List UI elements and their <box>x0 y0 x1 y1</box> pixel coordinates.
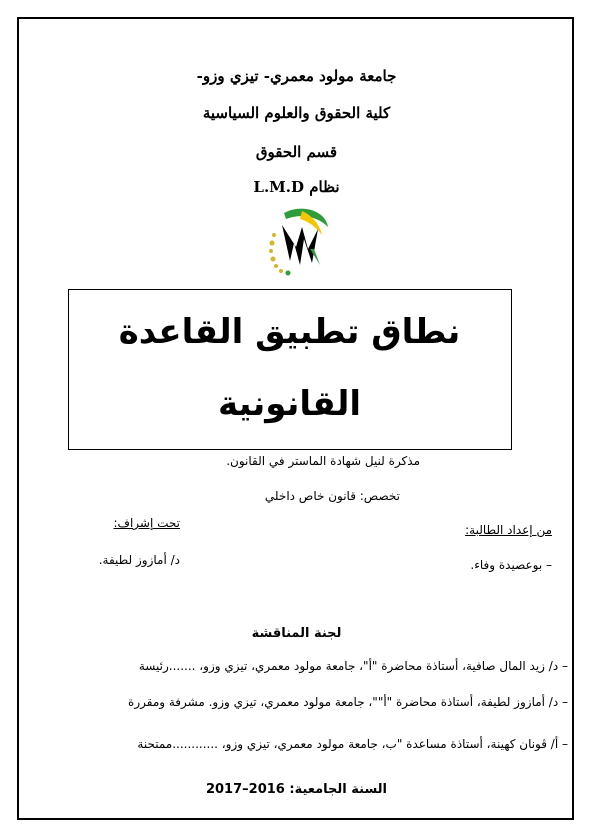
academic-year: السنة الجامعية: 2016–2017 <box>205 782 388 797</box>
committee-member: – د/ أمازوز لطيفة، أستاذة محاضرة "أ""، جامعة مولود معمري، تيزي وزو. مشرفة ومقررة <box>128 695 568 709</box>
supervisor-name: د/ أمازوز لطيفة. <box>98 553 180 567</box>
student-name: – بوعصيدة وفاء. <box>470 558 552 572</box>
student-label: من إعداد الطالبة: <box>465 523 552 537</box>
thesis-subtitle: مذكرة لنيل شهادة الماستر في القانون. <box>226 454 420 468</box>
specialization: تخصص: قانون خاص داخلي <box>264 489 400 503</box>
committee-member: – د/ زيد المال صافية، أستاذة محاضرة "أ"، جامعة مولود معمري، تيزي وزو، .......رئيسة <box>138 659 568 673</box>
committee-heading: لجنة المناقشة <box>251 626 342 641</box>
title-line-1: نطاق تطبيق القاعدة <box>118 312 461 352</box>
university-name: جامعة مولود معمري- تيزي وزو- <box>196 67 397 85</box>
university-logo-icon <box>262 205 332 277</box>
department-name: قسم الحقوق <box>255 143 338 161</box>
faculty-name: كلية الحقوق والعلوم السياسية <box>202 104 391 122</box>
title-line-2: القانونية <box>217 384 361 424</box>
lmd-system: نظام L.M.D <box>253 178 340 196</box>
supervisor-label: تحت إشراف: <box>113 516 180 530</box>
committee-member: – أ/ ڨونان كهينة، أستاذة مساعدة "ب، جامعة مولود معمري، تيزي وزو، ............ممتحنة <box>137 737 568 751</box>
title-box <box>68 289 512 450</box>
